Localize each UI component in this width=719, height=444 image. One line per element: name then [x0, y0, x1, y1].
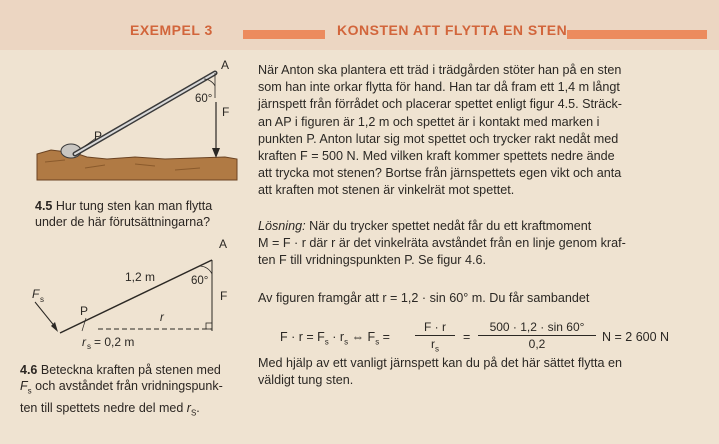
formula-lhs-mid-sub: s	[344, 337, 349, 347]
formula-eq2: =	[463, 330, 471, 344]
caption-4-6-line3: ten till spettets nedre del med	[20, 400, 184, 415]
problem-line: järnspett från förrådet och placerar spettet enligt figur 4.5. Sträck-	[258, 97, 623, 112]
formula-iff-sub: s	[375, 337, 380, 347]
fraction-1	[415, 320, 455, 353]
label-P-46: P	[80, 304, 89, 318]
label-P: P	[94, 129, 103, 143]
label-Fs: F	[32, 287, 40, 301]
rs-sub: s	[87, 342, 91, 351]
label-Fs-sub: s	[40, 295, 44, 304]
problem-line: att trycka mot stenen? Bortse från järnspettets egen vikt och anta	[258, 166, 622, 181]
caption-4-6	[20, 362, 223, 421]
label-A: A	[221, 58, 230, 72]
angle-label-46: 60°	[191, 275, 209, 287]
rs-value: = 0,2 m	[94, 335, 135, 349]
problem-line: När Anton ska plantera ett träd i trädgården stöter han på en sten	[258, 63, 622, 77]
example-label: EXEMPEL 3	[130, 22, 213, 38]
formula-iff: ⇔ F	[351, 330, 376, 344]
caption-4-5-line2: under de här förutsättningarna?	[35, 215, 211, 229]
conclusion-line: Med hjälp av ett vanligt järnspett kan du på det här sättet flytta en	[258, 356, 623, 370]
caption-4-6-fs-sub: s	[27, 386, 32, 396]
force-fs-arrow	[35, 302, 56, 328]
caption-4-5	[35, 198, 212, 230]
solution-label: Lösning:	[258, 219, 306, 233]
caption-4-6-rs: r	[186, 400, 191, 415]
fraction-1-denominator-sub: s	[435, 344, 439, 354]
length-label: 1,2 m	[125, 270, 156, 284]
header-bar-left	[243, 30, 325, 39]
conclusion-paragraph	[258, 355, 708, 389]
fraction-2-denominator: 0,2	[528, 337, 546, 351]
formula-eq: =	[382, 330, 390, 344]
fraction-2	[478, 320, 596, 351]
caption-4-5-line1: Hur tung sten kan man flytta	[55, 199, 213, 213]
example-title: KONSTEN ATT FLYTTA EN STEN	[337, 22, 568, 38]
problem-paragraph	[258, 62, 708, 200]
rs-label: r	[82, 335, 86, 349]
caption-4-6-number: 4.6	[20, 363, 38, 377]
solution-line2: M = F · r där r är det vinkelräta avståndet från en linje genom kraf-	[258, 236, 626, 251]
derivation-paragraph	[258, 290, 708, 307]
formula-lhs: F · r = F	[280, 330, 325, 344]
caption-4-6-line1: Beteckna kraften på stenen med	[40, 363, 221, 377]
solution-line3: ten F till vridningspunkten P. Se figur 4.6.	[258, 253, 486, 268]
fraction-2-numerator: 500 · 1,2 · sin 60°	[489, 320, 585, 334]
solution-line1: När du trycker spettet nedåt får du ett kraftmoment	[309, 219, 592, 233]
label-r: r	[160, 312, 164, 324]
angle-label: 60°	[195, 93, 213, 105]
fraction-1-numerator: F · r	[424, 320, 446, 334]
solution-paragraph	[258, 218, 708, 270]
label-A-46: A	[219, 237, 228, 251]
problem-line: an AP i figuren är 1,2 m och spettet är i kontakt med marken i	[258, 114, 600, 129]
derivation-line: Av figuren framgår att r = 1,2 · sin 60° m. Du får sambandet	[258, 291, 590, 305]
figure-4-6	[20, 236, 245, 356]
formula-lhs-mid: · r	[332, 330, 345, 344]
caption-4-5-number: 4.5	[35, 199, 53, 213]
conclusion-line: väldigt tung sten.	[258, 373, 354, 388]
problem-line: punkten P. Anton lutar sig mot spettet och trycker rakt nedåt med	[258, 131, 619, 146]
caption-4-6-line2: och avståndet från vridningspunk-	[35, 379, 223, 393]
fraction-1-denominator: r	[431, 337, 435, 351]
caption-4-6-end: .	[196, 400, 200, 415]
label-F: F	[222, 105, 230, 119]
problem-line: som han inte orkar flytta för hand. Han tar då fram ett 1,4 m långt	[258, 80, 620, 95]
formula-result: N = 2 600 N	[602, 330, 670, 344]
problem-line: kraften F = 500 N. Med vilken kraft kommer spettets nedre ände	[258, 149, 615, 164]
header-bar-right	[567, 30, 707, 39]
figure-4-5	[25, 58, 250, 186]
caption-4-6-fs: F	[20, 379, 28, 393]
problem-line: att kraften mot stenen är vinkelrät mot spettet.	[258, 183, 515, 198]
label-F-46: F	[220, 289, 228, 303]
formula-lhs-sub: s	[324, 337, 329, 347]
caption-4-6-rs-sub: S	[190, 408, 197, 417]
